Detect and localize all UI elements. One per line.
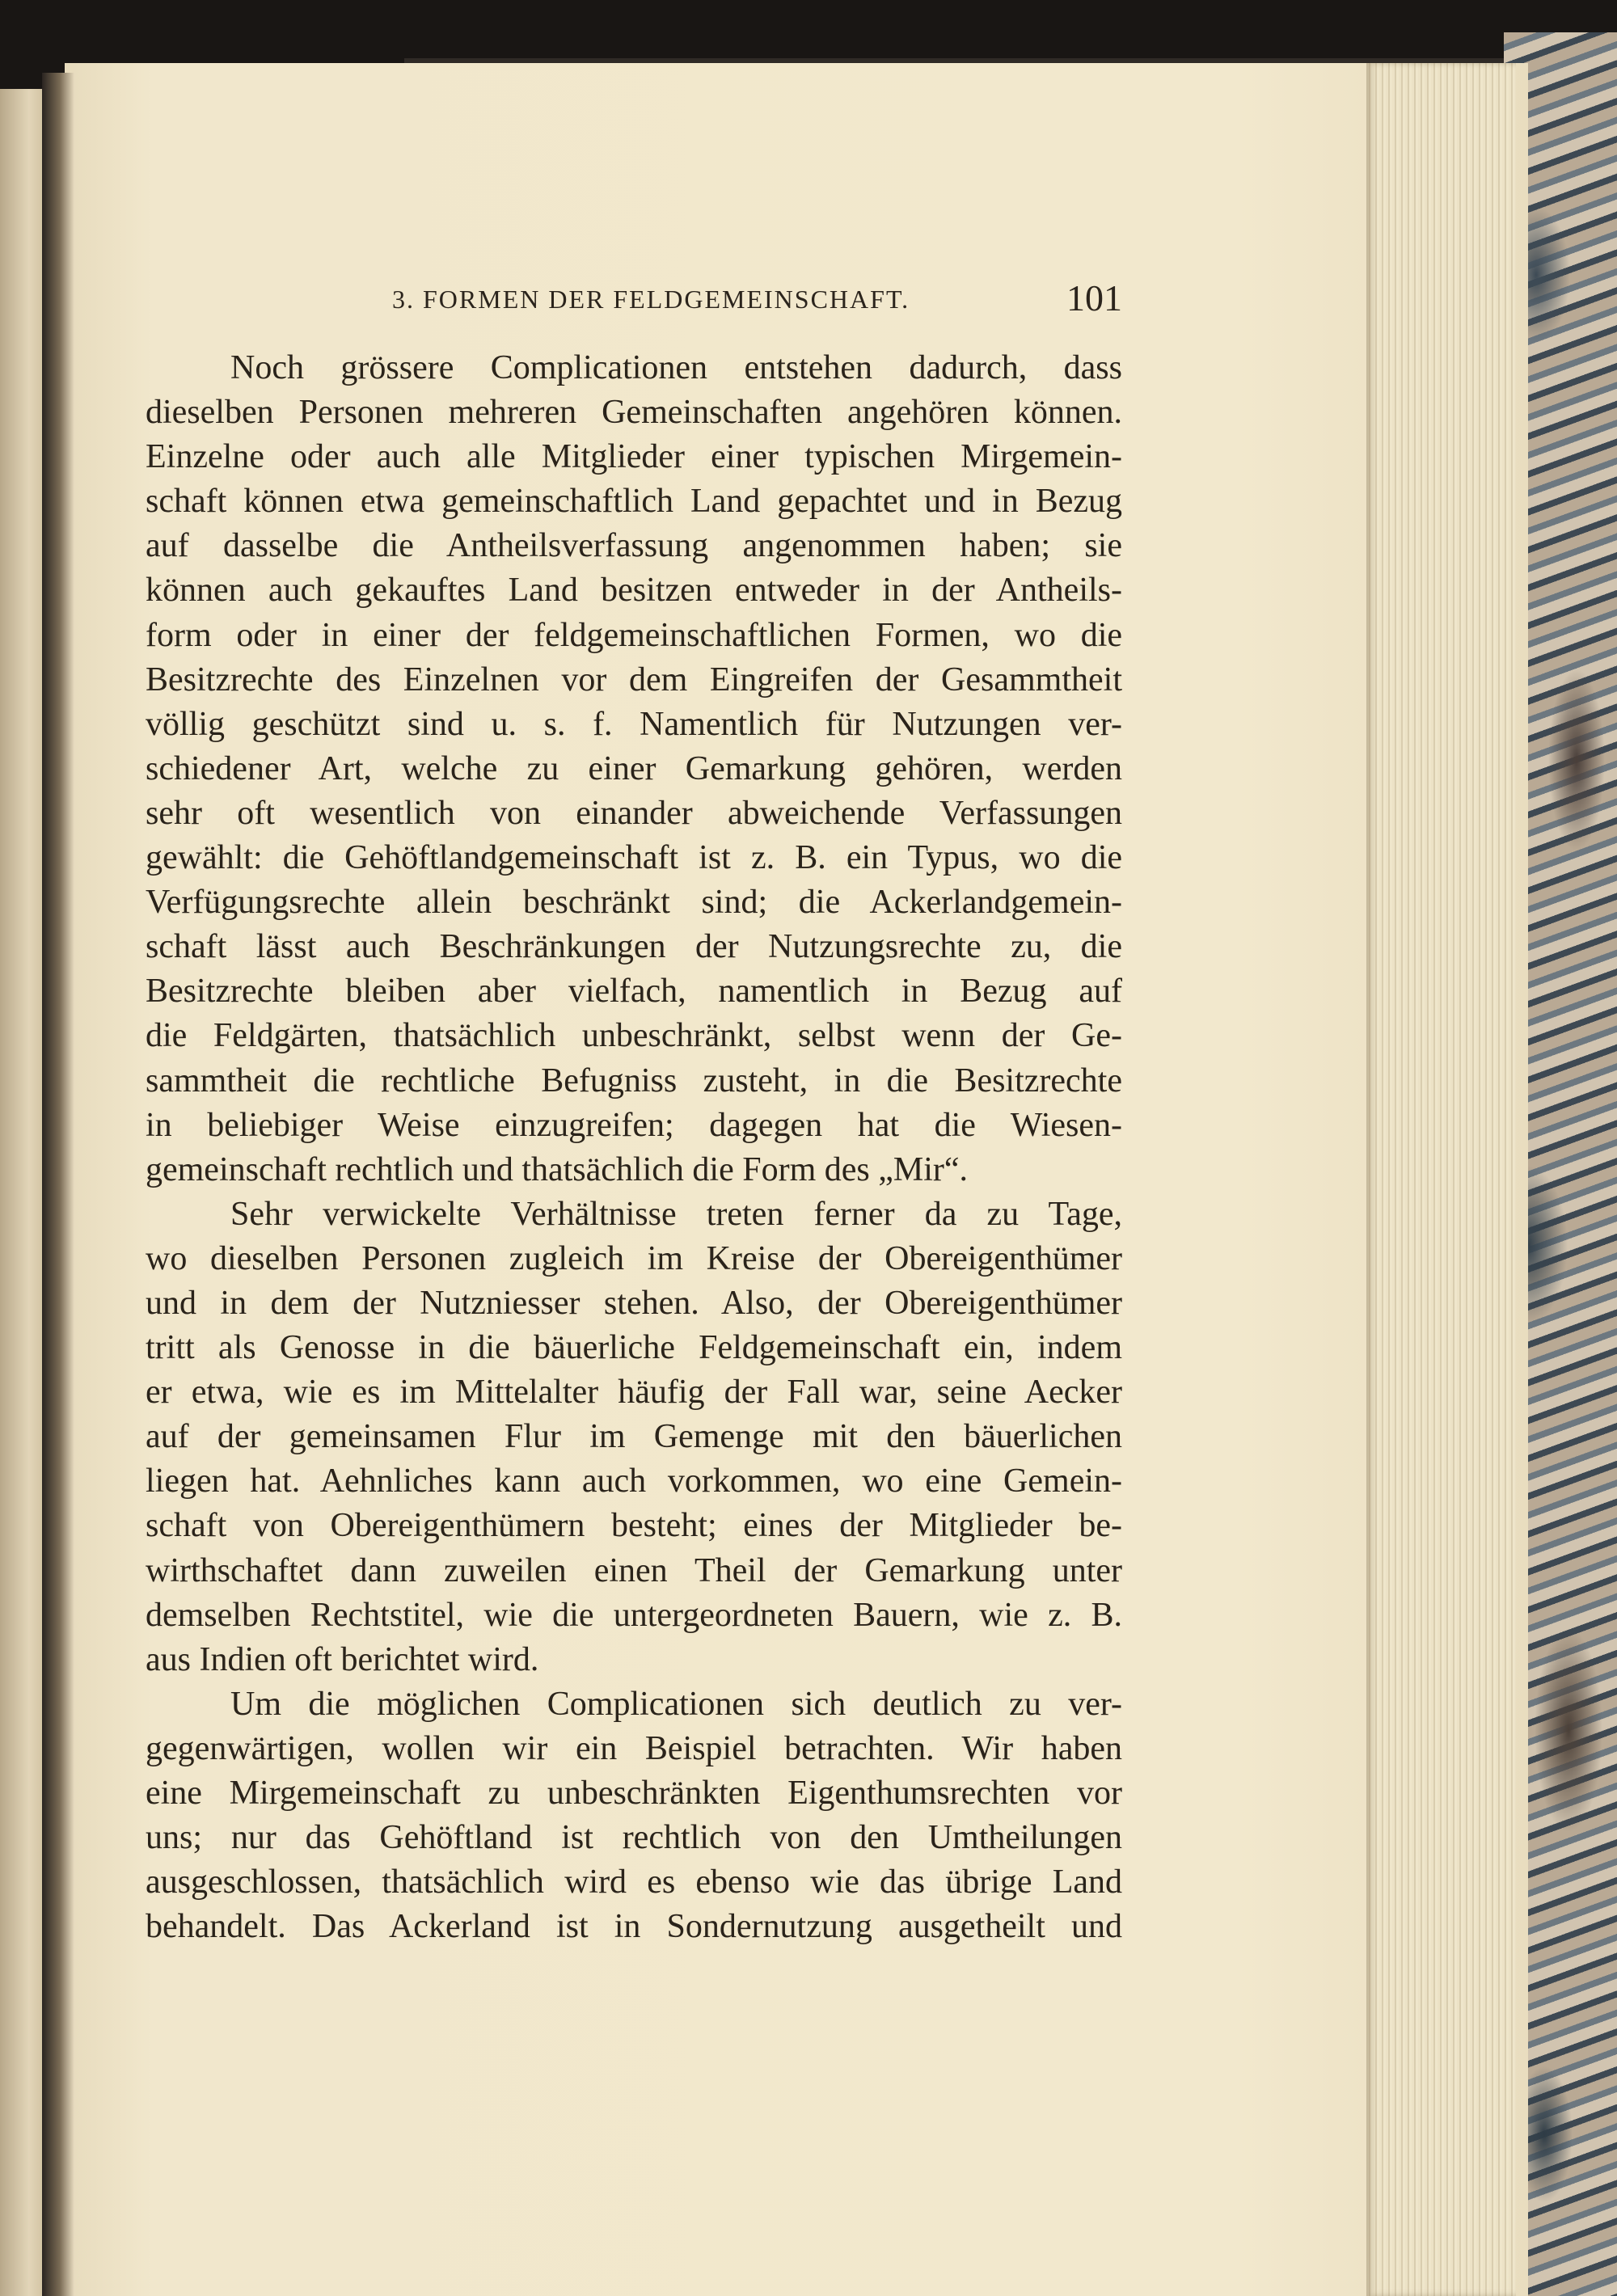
text-line: uns; nur das Gehöftland ist rechtlich von den Umtheilungen <box>146 1819 1122 1857</box>
text-line: gegenwärtigen, wollen wir ein Beispiel betrachten. Wir haben <box>146 1729 1122 1767</box>
text-line: dieselben Personen mehreren Gemeinschaften angehören können. <box>146 394 1122 432</box>
page-block-edges <box>1366 63 1516 2296</box>
text-line: auf der gemeinsamen Flur im Gemenge mit den bäuerlichen <box>146 1418 1122 1456</box>
text-line: sehr oft wesentlich von einander abweichende Verfassungen <box>146 794 1122 832</box>
text-line: gewählt: die Gehöftlandgemeinschaft ist z. B. ein Typus, wo die <box>146 839 1122 877</box>
text-line: aus Indien oft berichtet wird. <box>146 1640 539 1678</box>
text-line: sammtheit die rechtliche Befugniss zusteht, in die Besitzrechte <box>146 1061 1122 1099</box>
text-line: Sehr verwickelte Verhältnisse treten ferner da zu Tage, <box>230 1195 1122 1233</box>
text-line: Um die möglichen Complicationen sich deutlich zu ver- <box>230 1685 1122 1723</box>
text-line: Einzelne oder auch alle Mitglieder einer typischen Mirgemein- <box>146 438 1122 476</box>
text-line: schaft können etwa gemeinschaftlich Land gepachtet und in Bezug <box>146 483 1122 521</box>
text-line: wo dieselben Personen zugleich im Kreise der Obereigenthümer <box>146 1239 1122 1277</box>
text-line: Noch grössere Complicationen entstehen dadurch, dass <box>230 349 1122 386</box>
text-line: tritt als Genosse in die bäuerliche Feldgemeinschaft ein, indem <box>146 1329 1122 1367</box>
text-line: in beliebiger Weise einzugreifen; dagegen hat die Wiesen- <box>146 1106 1122 1144</box>
page-header <box>146 276 1122 325</box>
text-line: behandelt. Das Ackerland ist in Sondernutzung ausgetheilt und <box>146 1908 1122 1946</box>
text-line: schaft lässt auch Beschränkungen der Nutzungsrechte zu, die <box>146 928 1122 966</box>
text-line: die Feldgärten, thatsächlich unbeschränkt, selbst wenn der Ge- <box>146 1017 1122 1055</box>
page-number: 101 <box>1066 277 1122 319</box>
facing-page-edge <box>0 89 49 2296</box>
text-line: Besitzrechte des Einzelnen vor dem Eingreifen der Gesammtheit <box>146 661 1122 699</box>
text-line: form oder in einer der feldgemeinschaftlichen Formen, wo die <box>146 616 1122 654</box>
text-line: ausgeschlossen, thatsächlich wird es ebenso wie das übrige Land <box>146 1863 1122 1901</box>
text-line: schaft von Obereigenthümern besteht; eines der Mitglieder be- <box>146 1507 1122 1545</box>
text-line: können auch gekauftes Land besitzen entweder in der Antheils- <box>146 572 1122 610</box>
text-line: schiedener Art, welche zu einer Gemarkung gehören, werden <box>146 749 1122 787</box>
text-line: völlig geschützt sind u. s. f. Namentlich für Nutzungen ver- <box>146 705 1122 743</box>
text-line: und in dem der Nutzniesser stehen. Also, der Obereigenthümer <box>146 1284 1122 1322</box>
text-line: wirthschaftet dann zuweilen einen Theil der Gemarkung unter <box>146 1551 1122 1589</box>
body-text <box>146 346 1122 1949</box>
text-line: liegen hat. Aehnliches kann auch vorkommen, wo eine Gemein- <box>146 1462 1122 1500</box>
text-line: eine Mirgemeinschaft zu unbeschränkten Eigenthumsrechten vor <box>146 1775 1122 1812</box>
running-head: 3. FORMEN DER FELDGEMEINSCHAFT. <box>392 285 910 314</box>
text-line: demselben Rechtstitel, wie die untergeordneten Bauern, wie z. B. <box>146 1596 1122 1634</box>
text-line: Verfügungsrechte allein beschränkt sind; die Ackerlandgemein- <box>146 884 1122 922</box>
text-line: gemeinschaft rechtlich und thatsächlich die Form des „Mir“. <box>146 1150 969 1188</box>
gutter-shadow <box>42 73 74 2296</box>
text-line: er etwa, wie es im Mittelalter häufig der Fall war, seine Aecker <box>146 1374 1122 1412</box>
text-line: Besitzrechte bleiben aber vielfach, namentlich in Bezug auf <box>146 973 1122 1011</box>
text-line: auf dasselbe die Antheilsverfassung angenommen haben; sie <box>146 527 1122 565</box>
